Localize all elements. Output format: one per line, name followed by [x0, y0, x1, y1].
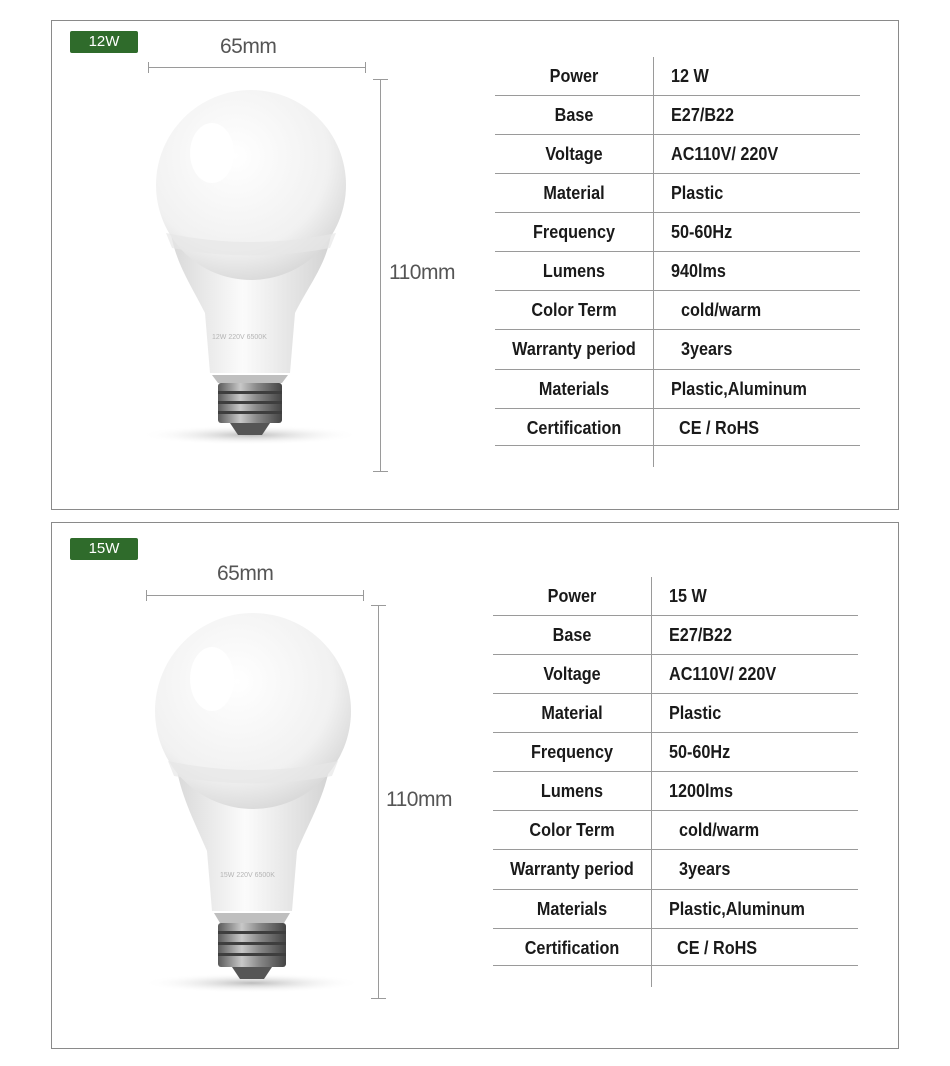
height-dimension-label: 110mm	[386, 788, 452, 811]
spec-value: Plastic	[671, 183, 724, 203]
spec-label: Voltage	[545, 144, 603, 164]
spec-row-voltage	[493, 655, 858, 694]
wattage-badge: 15W	[70, 538, 138, 560]
width-dimension-label: 65mm	[220, 35, 277, 58]
bulb-print-text: 15W 220V 6500K	[220, 872, 275, 879]
spec-label: Color Term	[529, 820, 615, 840]
spec-row-material	[495, 174, 860, 213]
spec-label: Frequency	[531, 742, 613, 762]
spec-value: E27/B22	[671, 105, 735, 125]
spec-label: Base	[552, 625, 592, 645]
height-dimension-tick-top	[373, 79, 388, 80]
width-dimension-tick-left	[148, 62, 149, 73]
led-bulb-icon	[132, 611, 372, 1021]
height-dimension-tick-top	[371, 605, 386, 606]
spec-value: 50-60Hz	[671, 222, 733, 242]
height-dimension-label: 110mm	[389, 261, 455, 284]
spec-label: Materials	[538, 379, 610, 399]
led-bulb-icon	[130, 83, 370, 493]
spec-row-frequency	[493, 733, 858, 772]
spec-label: Voltage	[543, 664, 601, 684]
spec-value: CE / RoHS	[677, 938, 758, 958]
spec-row-materials	[495, 370, 860, 409]
spec-value: Plastic,Aluminum	[669, 899, 805, 919]
product-panel-15w	[51, 522, 899, 1049]
spec-value: CE / RoHS	[679, 418, 760, 438]
spec-row-warranty	[495, 330, 860, 370]
bulb-print-text: 12W 220V 6500K	[212, 334, 267, 341]
spec-value: E27/B22	[669, 625, 733, 645]
spec-label: Lumens	[542, 261, 606, 281]
spec-value: 3years	[681, 339, 733, 359]
spec-value: cold/warm	[681, 300, 762, 320]
spec-label: Color Term	[531, 300, 617, 320]
spec-label: Frequency	[533, 222, 615, 242]
spec-value: Plastic	[669, 703, 722, 723]
spec-row-base	[495, 96, 860, 135]
spec-row-certification	[495, 409, 860, 446]
spec-value: 3years	[679, 859, 731, 879]
spec-value: 1200lms	[669, 781, 733, 801]
spec-row-color-term	[493, 811, 858, 850]
width-dimension-tick-right	[363, 590, 364, 601]
width-dimension-tick-right	[365, 62, 366, 73]
spec-label: Certification	[526, 418, 622, 438]
width-dimension-line	[146, 595, 364, 596]
spec-row-base	[493, 616, 858, 655]
spec-row-lumens	[495, 252, 860, 291]
spec-value: 940lms	[671, 261, 726, 281]
spec-value: AC110V/ 220V	[671, 144, 779, 164]
width-dimension-line	[148, 67, 366, 68]
spec-row-material	[493, 694, 858, 733]
spec-label: Material	[543, 183, 605, 203]
spec-row-frequency	[495, 213, 860, 252]
width-dimension-tick-left	[146, 590, 147, 601]
spec-value: cold/warm	[679, 820, 760, 840]
product-panel-12w	[51, 20, 899, 510]
spec-table	[493, 577, 858, 987]
spec-table	[495, 57, 860, 467]
spec-row-materials	[493, 890, 858, 929]
spec-label: Certification	[524, 938, 620, 958]
width-dimension-label: 65mm	[217, 562, 274, 585]
spec-value: Plastic,Aluminum	[671, 379, 807, 399]
spec-value: 12 W	[671, 66, 709, 86]
spec-label: Base	[554, 105, 594, 125]
spec-label: Lumens	[540, 781, 604, 801]
spec-row-voltage	[495, 135, 860, 174]
spec-label: Warranty period	[512, 339, 636, 359]
spec-value: 15 W	[669, 586, 707, 606]
height-dimension-tick-bottom	[371, 998, 386, 999]
spec-label: Warranty period	[510, 859, 634, 879]
spec-row-certification	[493, 929, 858, 966]
spec-value: 50-60Hz	[669, 742, 731, 762]
spec-label: Materials	[536, 899, 608, 919]
height-dimension-line	[378, 605, 379, 998]
spec-value: AC110V/ 220V	[669, 664, 777, 684]
spec-label: Material	[541, 703, 603, 723]
spec-row-power	[495, 57, 860, 96]
height-dimension-tick-bottom	[373, 471, 388, 472]
spec-label: Power	[547, 586, 597, 606]
spec-row-power	[493, 577, 858, 616]
spec-row-color-term	[495, 291, 860, 330]
height-dimension-line	[380, 79, 381, 471]
spec-row-warranty	[493, 850, 858, 890]
spec-label: Power	[549, 66, 599, 86]
spec-row-lumens	[493, 772, 858, 811]
wattage-badge: 12W	[70, 31, 138, 53]
